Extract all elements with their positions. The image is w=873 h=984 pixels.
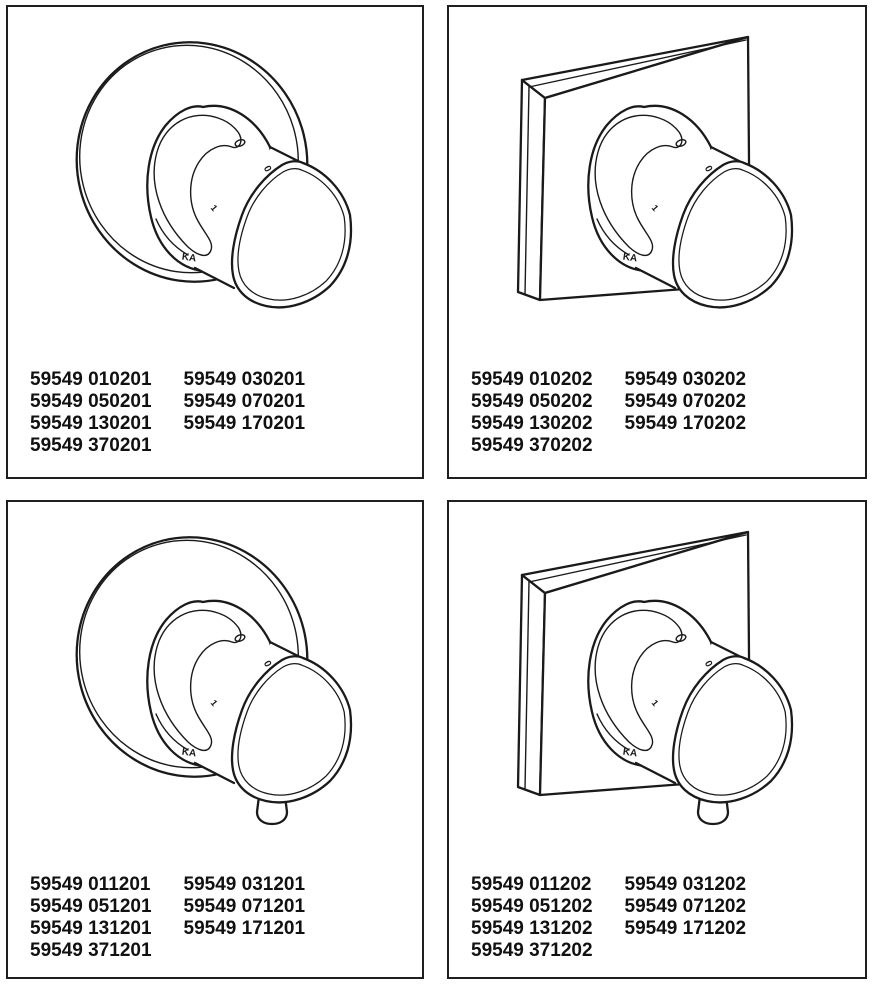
- product-drawing-round: [8, 7, 425, 347]
- part-number-column-2: [625, 369, 747, 457]
- part-number: 59549 051201: [30, 896, 152, 917]
- part-number-column-2: [184, 874, 306, 962]
- part-number: 59549 010202: [471, 369, 593, 390]
- part-number: 59549 051202: [471, 896, 593, 917]
- part-number: 59549 050201: [30, 391, 152, 412]
- part-number: 59549 170201: [183, 413, 306, 434]
- part-number: 59549 370201: [30, 435, 152, 456]
- panel-round-escutcheon: [6, 5, 424, 479]
- part-number: 59549 030202: [624, 369, 747, 390]
- part-number: 59549 130202: [471, 413, 593, 434]
- part-number: 59549 011201: [30, 874, 151, 895]
- product-drawing-square-outlet: [449, 502, 866, 842]
- part-number-column-1: [30, 369, 152, 457]
- part-number-list: [30, 369, 305, 457]
- part-number: 59549 050202: [471, 391, 593, 412]
- panel-square-escutcheon: [447, 5, 867, 479]
- panel-round-escutcheon-outlet: [6, 500, 424, 979]
- part-number-column-1: [471, 369, 593, 457]
- part-number: 59549 171201: [183, 918, 306, 939]
- part-number: 59549 371201: [30, 940, 152, 961]
- part-number-column-2: [184, 369, 306, 457]
- part-number: 59549 070202: [624, 391, 747, 412]
- part-number-list: [471, 369, 746, 457]
- part-number: 59549 071201: [183, 896, 306, 917]
- part-number: 59549 131202: [471, 918, 593, 939]
- part-number: 59549 170202: [624, 413, 747, 434]
- product-drawing-round-outlet: [8, 502, 425, 842]
- thermostat-knob-with-outlet: [147, 601, 351, 824]
- part-number: 59549 070201: [183, 391, 306, 412]
- part-number-column-1: [471, 874, 593, 962]
- panel-square-escutcheon-outlet: [447, 500, 867, 979]
- part-number: 59549 071202: [624, 896, 747, 917]
- part-number: 59549 131201: [30, 918, 152, 939]
- part-number-column-1: [30, 874, 152, 962]
- part-number: 59549 171202: [624, 918, 747, 939]
- part-number-list: [471, 874, 746, 962]
- part-number: 59549 371202: [471, 940, 593, 961]
- part-number: 59549 031202: [624, 874, 747, 895]
- part-number: 59549 011202: [471, 874, 592, 895]
- part-number-list: [30, 874, 305, 962]
- product-drawing-square: [449, 7, 866, 347]
- part-number: 59549 030201: [183, 369, 306, 390]
- part-number: 59549 010201: [30, 369, 152, 390]
- part-number: 59549 130201: [30, 413, 152, 434]
- part-number: 59549 370202: [471, 435, 593, 456]
- part-number-column-2: [625, 874, 747, 962]
- thermostat-knob-with-outlet: [588, 601, 792, 824]
- part-number: 59549 031201: [183, 874, 306, 895]
